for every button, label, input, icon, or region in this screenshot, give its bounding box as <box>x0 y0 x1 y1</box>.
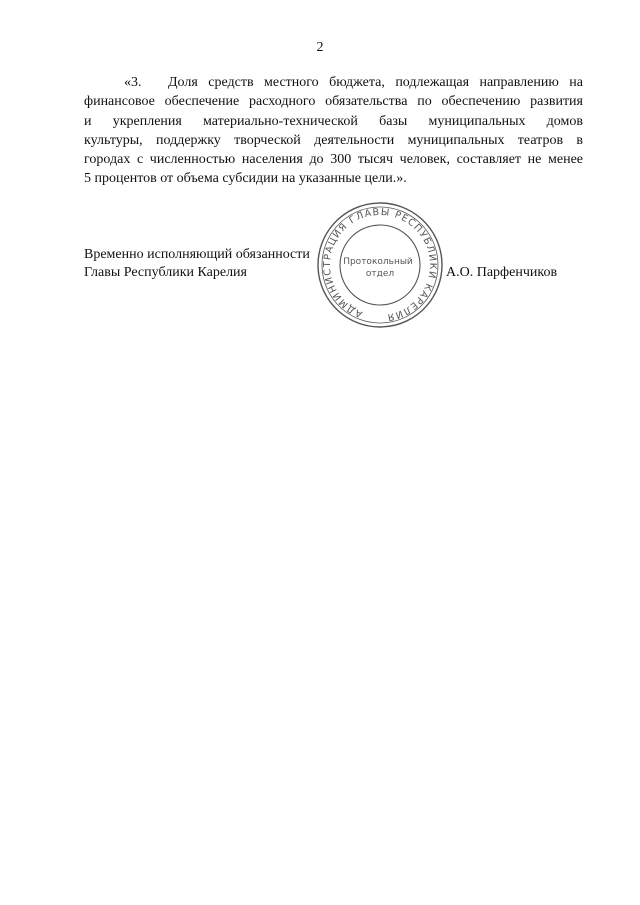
body-paragraph <box>84 73 583 189</box>
signatory-position-line-2: Главы Республики Карелия <box>84 265 247 280</box>
official-seal <box>315 200 445 330</box>
seal-center-line-2: отдел <box>365 269 395 279</box>
paragraph-line-1: «3. Доля средств местного бюджета, подлежащая направлению на <box>84 73 583 92</box>
page-number: 2 <box>316 40 324 55</box>
paragraph-line-6: 5 процентов от объема субсидии на указанные цели.». <box>84 171 407 187</box>
paragraph-number: «3. <box>124 75 142 90</box>
paragraph-line-3: и укрепления материально-технической базы муниципальных домов <box>84 113 583 129</box>
paragraph-line-4: культуры, поддержку творческой деятельности муниципальных театров в <box>84 132 583 148</box>
seal-graphic <box>315 200 445 330</box>
signatory-name: А.О. Парфенчиков <box>446 265 558 280</box>
signatory-position-line-1: Временно исполняющий обязанности <box>84 247 310 262</box>
seal-ring-text: АДМИНИСТРАЦИЯ ГЛАВЫ РЕСПУБЛИКИ КАРЕЛИЯ <box>321 206 439 323</box>
signatory-position <box>84 246 310 282</box>
paragraph-line-5: городах с численностью населения до 300 тысяч человек, составляет не менее <box>84 152 583 168</box>
paragraph-line-2: финансовое обеспечение расходного обязательства по обеспечению развития <box>84 94 583 110</box>
seal-center-line-1: Протокольный <box>343 257 413 267</box>
